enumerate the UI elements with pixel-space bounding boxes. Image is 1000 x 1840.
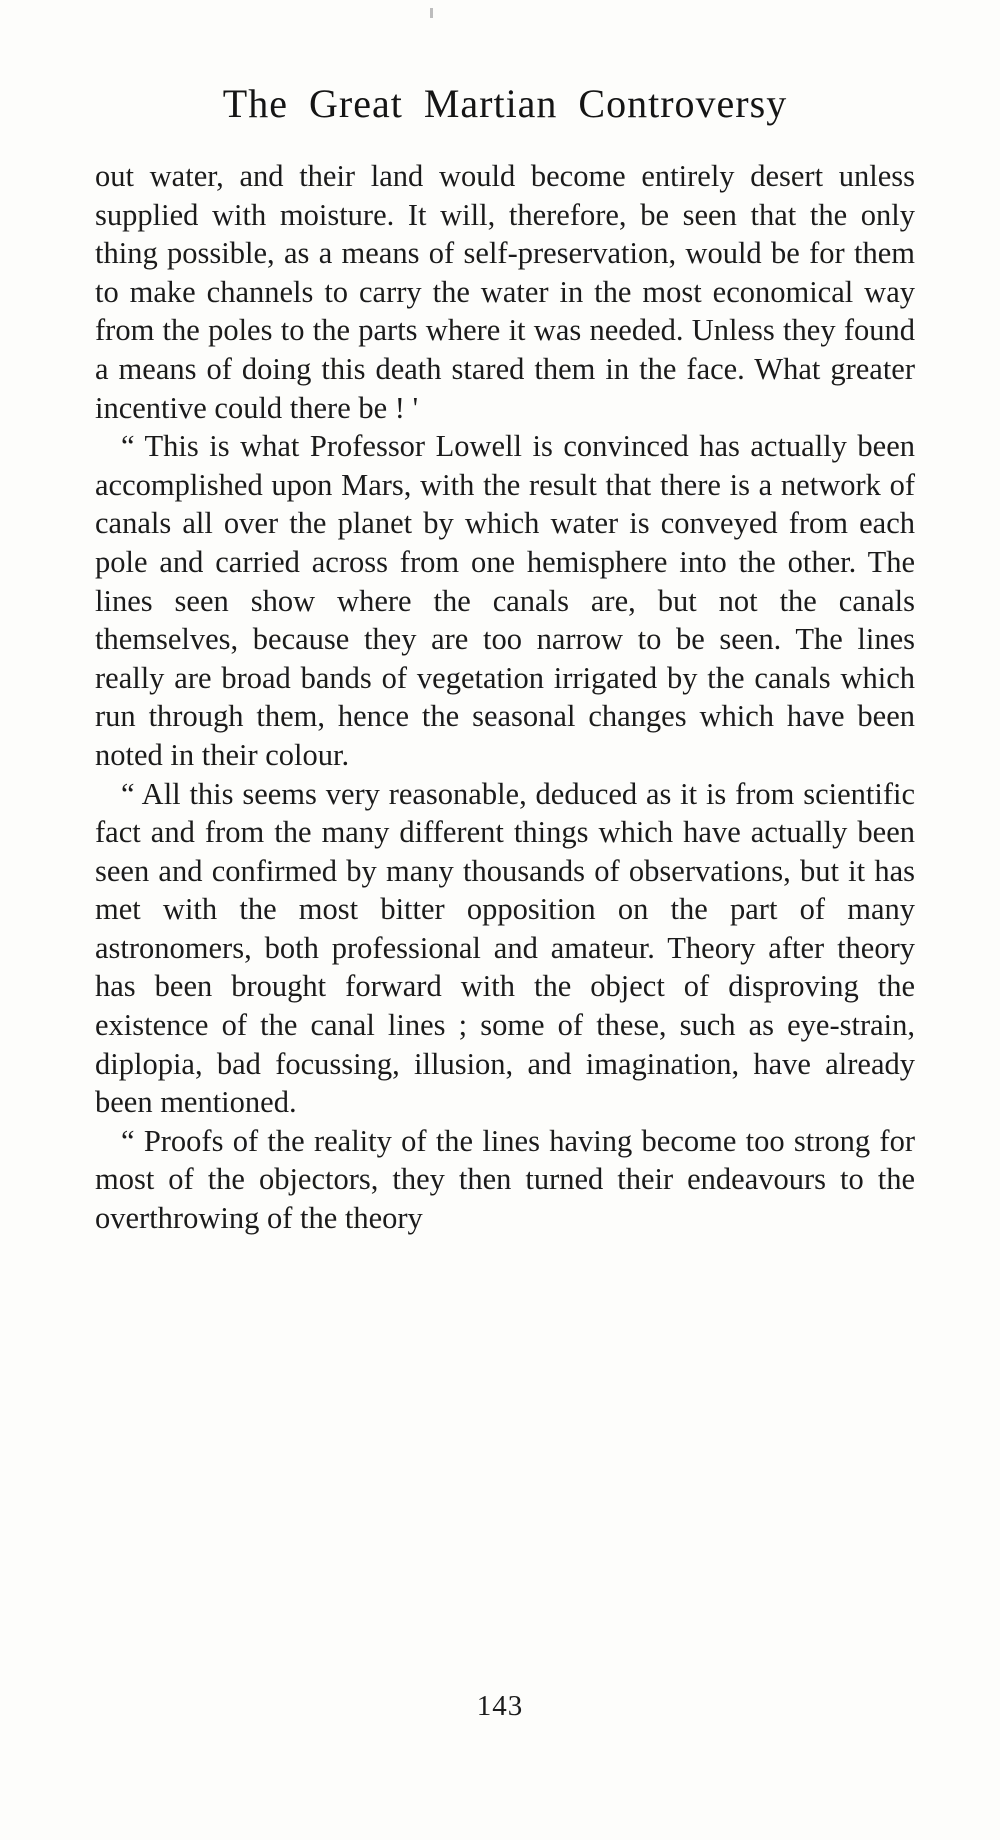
paragraph-1: out water, and their land would become entirely desert unless supplied with moisture. It will, therefore, be seen that the only thing possible, as a means of self-preservation, would be for them to make channels to carry the water in the most economical way from the poles to the parts where it was needed. Unless they found a means of doing this death stared them in the face. What greater incentive could there be ! ' [95,159,915,425]
paragraph-2: “ This is what Professor Lowell is convinced has actually been accomplished upon Mars, with the result that there is a network of canals all over the planet by which water is conveyed from each pole and carried across from one hemisphere into the other. The lines seen show where the canals are, but not the canals themselves, because they are too narrow to be seen. The lines really are broad bands of vegetation irrigated by the canals which run through them, hence the seasonal changes which have been noted in their colour. [95,429,915,772]
paragraph-3: “ All this seems very reasonable, deduced as it is from scientific fact and from the many different things which have actually been seen and confirmed by many thousands of observations, but it has met with the most bitter opposition on the part of many astronomers, both professional and amateur. Theory after theory has been brought forward with the object of disproving the existence of the canal lines ; some of these, such as eye-strain, diplopia, bad focussing, illusion, and imagination, have already been mentioned. [95,776,915,1120]
paragraph-4: “ Proofs of the reality of the lines having become too strong for most of the objectors, they then turned their endeavours to the overthrowing of the theory [95,1123,915,1236]
body-text [95,157,915,1238]
page-title: The Great Martian Controversy [222,81,788,126]
page-number: 143 [476,1690,524,1722]
page-content [95,0,915,1238]
